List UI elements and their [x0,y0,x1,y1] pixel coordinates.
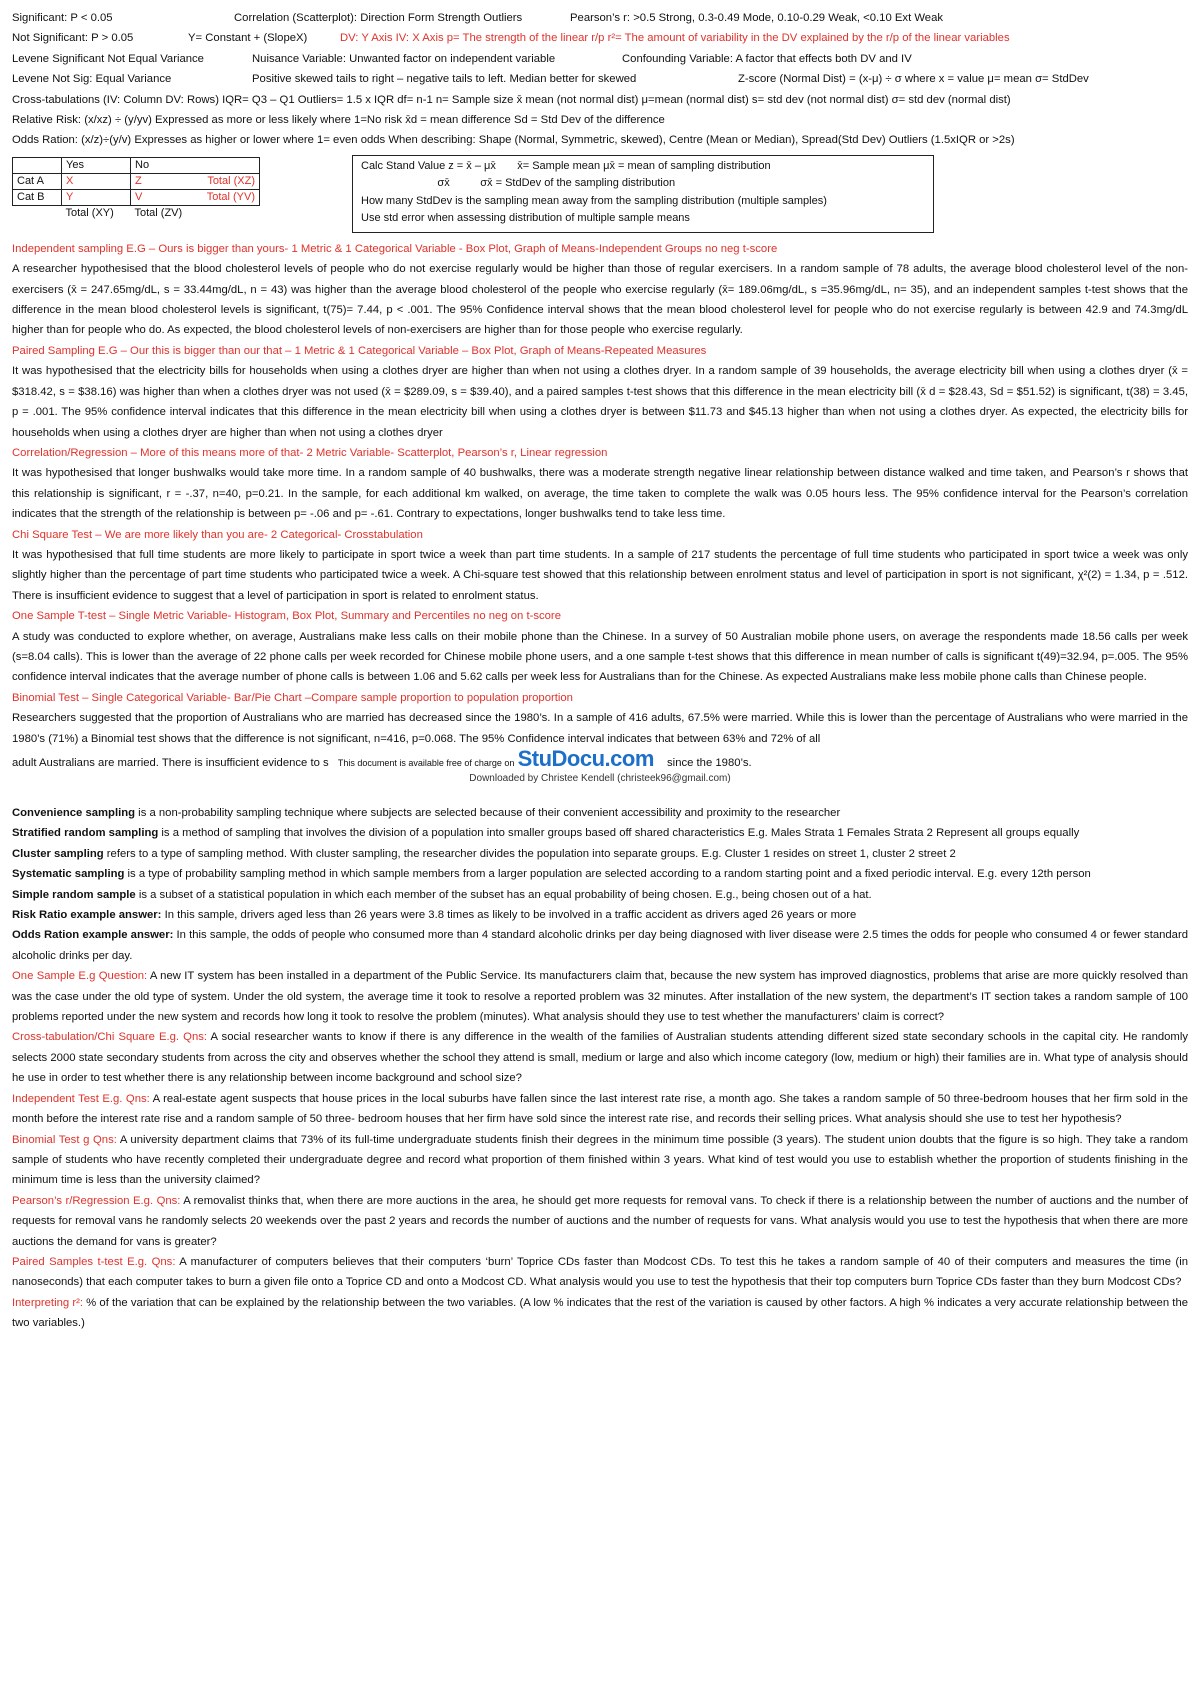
levene-sig-note: Levene Significant Not Equal Variance [12,52,204,65]
question-label: Independent Test E.g. Qns: [12,1092,150,1105]
question-label: Interpreting r²: [12,1296,83,1309]
crosstab-col-total: Total (XY) [65,206,114,219]
question-item [12,1293,1188,1334]
crosstab-row-total: Total (YV) [199,189,260,205]
significance-note: Significant: P < 0.05 [12,12,113,24]
reference-row [12,155,1188,239]
skew-note: Positive skewed tails to right – negative tails to left. Median better for skewed [252,73,637,86]
section-paired [12,341,1188,443]
crosstab-row-total: Total (XZ) [199,173,260,189]
download-attribution: Downloaded by Christee Kendell (christeek96@gmail.com) [469,773,731,784]
crosstab-row-label: Cat B [13,189,62,205]
section-correlation [12,443,1188,525]
question-item [12,966,1188,1027]
question-text: A real-estate agent suspects that house prices in the local suburbs have fallen since the last interest rate rise, a month ago. She takes a random sample of 50 three-bedroom houses that her firm sold in the month before the interest rate rise and a random sample of 50 three- bedroom houses that her firm have sold since the interest rate rise, and records their selling prices. What analysis should she use to test her hypothesis? [12,1092,1188,1126]
z-explanation: How many StdDev is the sampling mean away from the sampling distribution (multiple samples) [361,194,827,207]
question-item [12,1089,1188,1130]
section-heading: Correlation/Regression – More of this means more of that- 2 Metric Variable- Scatterplot, Pearson’s r, Linear regression [12,446,608,459]
definition-term: Risk Ratio example answer: [12,909,162,922]
definition-text: is a type of probability sampling method in which sample members from a larger population are selected according to a random starting point and a fixed periodic interval. E.g. every 12th person [124,868,1091,881]
definition-term: Stratified random sampling [12,827,159,840]
definitions-block [12,803,1188,966]
header-line-4 [12,69,1188,89]
header-line-3 [12,49,1188,69]
header-line-1 [12,8,1188,28]
header-line-6: Relative Risk: (x/xz) ÷ (y/yv) Expressed as more or less likely where 1=No risk x̄d = mean difference Sd = Std Dev of the difference [12,114,665,127]
section-one-sample [12,606,1188,688]
definition-term: Convenience sampling [12,807,136,819]
definition-term: Simple random sample [12,888,136,901]
section-body: A researcher hypothesised that the blood cholesterol levels of people who do not exercise regularly would be higher than those of regular exercisers. In a random sample of 78 adults, the average blood cholesterol level of the non-exercisers (x̄ = 247.65mg/dL, s = 33.44mg/dL, n = 43) was higher than the average blood cholesterol of the people who exercise regularly (x̄= 189.06mg/dL, s =35.96mg/dL, n= 35), and an independent samples t-test shows that the difference in the mean blood cholesterol levels is significant, t(75)= 7.44, p < .001. The 95% Confidence interval shows that the mean blood cholesterol level for people who do not exercise regularly is between 42.9 and 74.3mg/dL higher than for people who do. As expected, the blood cholesterol levels of non-exercisers are higher than for those people who exercise regularly. [12,263,1188,337]
section-heading: Binomial Test – Single Categorical Variable- Bar/Pie Chart –Compare sample proportion to population proportion [12,691,573,704]
header-line-5: Cross-tabulations (IV: Column DV: Rows) IQR= Q3 – Q1 Outliers= 1.5 x IQR df= n-1 n= Sample size x̄ mean (not normal dist) μ=mean (normal dist) s= std dev (not normal dist) σ= std dev (normal dist) [12,93,1011,106]
section-body: It was hypothesised that the electricity bills for households when using a clothes dryer are higher than when not using a clothes dryer. In a random sample of 39 households, the average electricity bill when using a clothes dryer (x̄ = $318.42, s = $38.16) was higher than when a clothes dryer was not used (x̄ = $289.09, s = $39.40), and a paired samples t-test shows that this difference in the mean electricity bill (x̄ d = $28.43, Sd = $51.52) is significant, t(38) = 3.45, p = .001. The 95% confidence interval indicates that this difference in the mean electricity bill when using a clothes dryer is between $11.73 and $45.13 higher than when not using a clothes dryer. As expected, the electricity bills for households when using a clothes dryer are higher than when not using a clothes dryer [12,365,1188,439]
section-heading: Chi Square Test – We are more likely than you are- 2 Categorical- Crosstabulation [12,528,423,541]
definition-text: In this sample, drivers aged less than 26 years were 3.8 times as likely to be involved in a traffic accident as drivers aged 26 years or more [161,909,857,922]
banner-notice: This document is available free of charge on [337,758,515,768]
question-text: A new IT system has been installed in a department of the Public Service. Its manufacturers claim that, because the new system has improved diagnostics, problems that arise are more quickly resolved than was the case under the old type of system. Under the old system, the average time it took to resolve a reported problem was 32 minutes. After installation of the new system, the department’s IT section takes a random sample of 100 problems reported under the new system and records how long it took to resolve the problem (minutes). What analysis should they use to test whether the manufacturers’ claim is correct? [12,970,1188,1024]
test-sections [12,239,1188,749]
z-formula-denominator: σx̄ σx̄ = StdDev of the sampling distribution [361,177,676,190]
zscore-note: Z-score (Normal Dist) = (x-μ) ÷ σ where x = value μ= mean σ= StdDev [738,73,1089,86]
not-significant-note: Not Significant: P > 0.05 [12,32,134,45]
definition-item [12,885,1188,905]
crosstab-header-no: No [131,157,260,173]
question-text: A university department claims that 73% of its full-time undergraduate students finish their degrees in the minimum time possible (3 years). The student union doubts that the figure is so high. They take a random sample of students who have recently completed their undergraduate degree and record what proportion of them finished within 3 years. What kind of test would you use to establish whether the proportion of students finishing in the minimum time is less than the university claimed? [12,1133,1188,1187]
header-line-2 [12,28,1188,48]
section-body: A study was conducted to explore whether, on average, Australians make less calls on their mobile phone than the Chinese. In a survey of 50 Australian mobile phone users, on average the respondents made 18.56 calls per week (s=8.04 calls). This is lower than the average of 22 phone calls per week recorded for Chinese mobile phone users, and a one sample t-test shows that this difference in mean number of calls is significant t(49)=32.94, p=.005. The 95% confidence interval indicates that the average number of phone calls is between 1.06 and 5.62 calls per week less for Australians than for the Chinese. As expected Australians make less mobile phone calls than Chinese people. [12,630,1188,684]
definition-text: is a method of sampling that involves the division of a population into smaller groups based off shared characteristics E.g. Males Strata 1 Females Strata 2 Represent all groups equally [158,827,1080,840]
definition-term: Cluster sampling [12,847,104,860]
question-label: Binomial Test g Qns: [12,1133,117,1146]
regression-formula: Y= Constant + (SlopeX) [188,32,308,45]
crosstab-col-total: Total (ZV) [134,206,183,219]
definition-item [12,803,1188,823]
crosstab-header-yes: Yes [62,157,131,173]
definition-item [12,823,1188,843]
question-text: A manufacturer of computers believes that their computers ‘burn’ Toprice CDs faster than Modcost CDs. To test this he takes a random sample of 40 of their computers and measures the time (in nanoseconds) that each computer takes to burn a given file onto a Toprice CD and onto a Modcost CD. What analysis would you use to test the hypothesis that their top computers burn Toprice CDs faster than they burn Modcost CDs? [12,1255,1188,1289]
z-score-box [352,155,934,233]
section-heading: Independent sampling E.G – Ours is bigger than yours- 1 Metric & 1 Categorical Variable - Box Plot, Graph of Means-Independent Groups no neg t-score [12,242,778,255]
question-text: A social researcher wants to know if there is any difference in the wealth of the families of Australian students attending different sized state secondary schools in the capital city. He randomly selects 2000 state secondary students from across the city and observes whether the school they attend is small, medium or large and also which income category (low, medium or high) their families are in. What type of analysis should he use in order to test whether there is any relationship between income background and school size? [12,1031,1188,1085]
definition-text: In this sample, the odds of people who consumed more than 4 standard alcoholic drinks per day being diagnosed with liver disease were 2.5 times the odds for people who consumed 4 or fewer standard alcoholic drinks per day. [12,929,1189,962]
levene-not-sig-note: Levene Not Sig: Equal Variance [12,73,172,86]
std-error-note: Use std error when assessing distribution of multiple sample means [361,212,690,225]
question-label: Paired Samples t-test E.g. Qns: [12,1255,176,1268]
question-item [12,1252,1188,1293]
crosstab-cell: Z [131,173,200,189]
banner-text-right: since the 1980’s. [667,757,752,769]
definition-text: is a subset of a statistical population in which each member of the subset has an equal probability of being chosen. E.g., being chosen out of a hat. [135,888,872,901]
question-label: Cross-tabulation/Chi Square E.g. Qns: [12,1031,208,1044]
crosstab-row-label: Cat A [13,173,62,189]
definition-text: refers to a type of sampling method. With cluster sampling, the researcher divides the population into separate groups. E.g. Cluster 1 resides on street 1, cluster 2 street 2 [103,847,956,860]
definition-text: is a non-probability sampling technique where subjects are selected because of their convenient accessibility and proximity to the researcher [135,807,841,819]
confounding-note: Confounding Variable: A factor that effects both DV and IV [622,52,912,65]
nuisance-note: Nuisance Variable: Unwanted factor on independent variable [252,52,556,65]
section-body: Researchers suggested that the proportion of Australians who are married has decreased since the 1980’s. In a sample of 416 adults, 67.5% were married. While this is lower than the percentage of Australians who were married in the 1980’s (71%) a Binomial test shows that the difference is not significant, n=416, p=0.068. The 95% Confidence interval indicates that between 63% and 72% of all [12,712,1188,745]
section-chi-square [12,525,1188,607]
definition-item [12,905,1188,925]
definition-item [12,844,1188,864]
crosstab-corner [13,157,62,173]
correlation-note: Correlation (Scatterplot): Direction Form Strength Outliers [234,12,523,24]
section-body: It was hypothesised that longer bushwalks would take more time. In a random sample of 40 bushwalks, there was a moderate strength negative linear relationship between distance walked and time taken, and Pearson’s r shows that this relationship is significant, r = -.37, n=40, p=0.21. In the sample, for each additional km walked, on average, the time taken to complete the walk was 0.05 hours less. The 95% confidence interval for the Pearson’s correlation indicates that the strength of the relationship is between p= -.06 and p= -.61. Contrary to expectations, longer bushwalks tend to take less time. [12,467,1188,521]
studocu-banner [12,749,1188,769]
section-body: It was hypothesised that full time students are more likely to participate in sport twice a week than part time students. In a sample of 217 students the percentage of full time students who participated in sport twice a week was only slightly higher than the percentage of part time students who participated twice a week. A Chi-square test showed that this relationship between enrolment status and level of participation in sport is not significant, χ²(2) = 1.34, p = .512. There is insufficient evidence to suggest that a level of participation in sport is related to enrolment status. [12,548,1188,602]
section-heading: Paired Sampling E.G – Our this is bigger than our that – 1 Metric & 1 Categorical Variable – Box Plot, Graph of Means-Repeated Measures [12,344,707,357]
question-label: One Sample E.g Question: [12,970,148,983]
studocu-logo[interactable]: StuDocu.com [517,749,654,769]
crosstab-cell: X [62,173,131,189]
section-heading: One Sample T-test – Single Metric Variable- Histogram, Box Plot, Summary and Percentiles no neg on t-score [12,610,561,623]
question-item [12,1130,1188,1191]
crosstab-table [12,157,260,221]
definition-term: Systematic sampling [12,868,125,881]
definition-item [12,925,1188,966]
question-label: Pearson’s r/Regression E.g. Qns: [12,1194,181,1207]
header-line-7: Odds Ration: (x/z)÷(y/v) Expresses as higher or lower where 1= even odds When describing: Shape (Normal, Symmetric, skewed), Centre (Mean or Median), Spread(Std Dev) Outliers (1.5xIQR or >2s) [12,134,1015,147]
crosstab-cell: V [131,189,200,205]
document-page [12,8,1188,1334]
axis-note: DV: Y Axis IV: X Axis p= The strength of the linear r/p r²= The amount of variability in the DV explained by the r/p of the linear variables [340,32,1010,45]
crosstab-cell: Y [62,189,131,205]
banner-text-left: adult Australians are married. There is insufficient evidence to s [12,757,329,769]
question-text: A removalist thinks that, when there are more auctions in the area, he should get more requests for removal vans. To check if there is a relationship between the number of auctions and the number of requests for removal vans he randomly selects 20 weekends over the past 2 years and records the number of auctions and the number of requests for vans. What analysis would you use to test the hypothesis that when there are more auctions the demand for vans is greater? [12,1194,1188,1248]
pearson-note: Pearson’s r: >0.5 Strong, 0.3-0.49 Mode, 0.10-0.29 Weak, <0.10 Ext Weak [570,12,944,24]
section-independent [12,239,1188,341]
definition-term: Odds Ration example answer: [12,929,174,942]
question-text: % of the variation that can be explained by the relationship between the two variables. (A low % indicates that the rest of the variation is caused by other factors. A high % indicates a very accurate relationship between the two variables.) [12,1296,1189,1330]
question-item [12,1027,1188,1088]
z-formula: Calc Stand Value z = x̄ – μx̄ x̄= Sample mean μx̄ = mean of sampling distribution [361,159,771,172]
header-block [12,8,1188,151]
question-item [12,1191,1188,1252]
definition-item [12,864,1188,884]
section-binomial [12,688,1188,749]
questions-block [12,966,1188,1333]
